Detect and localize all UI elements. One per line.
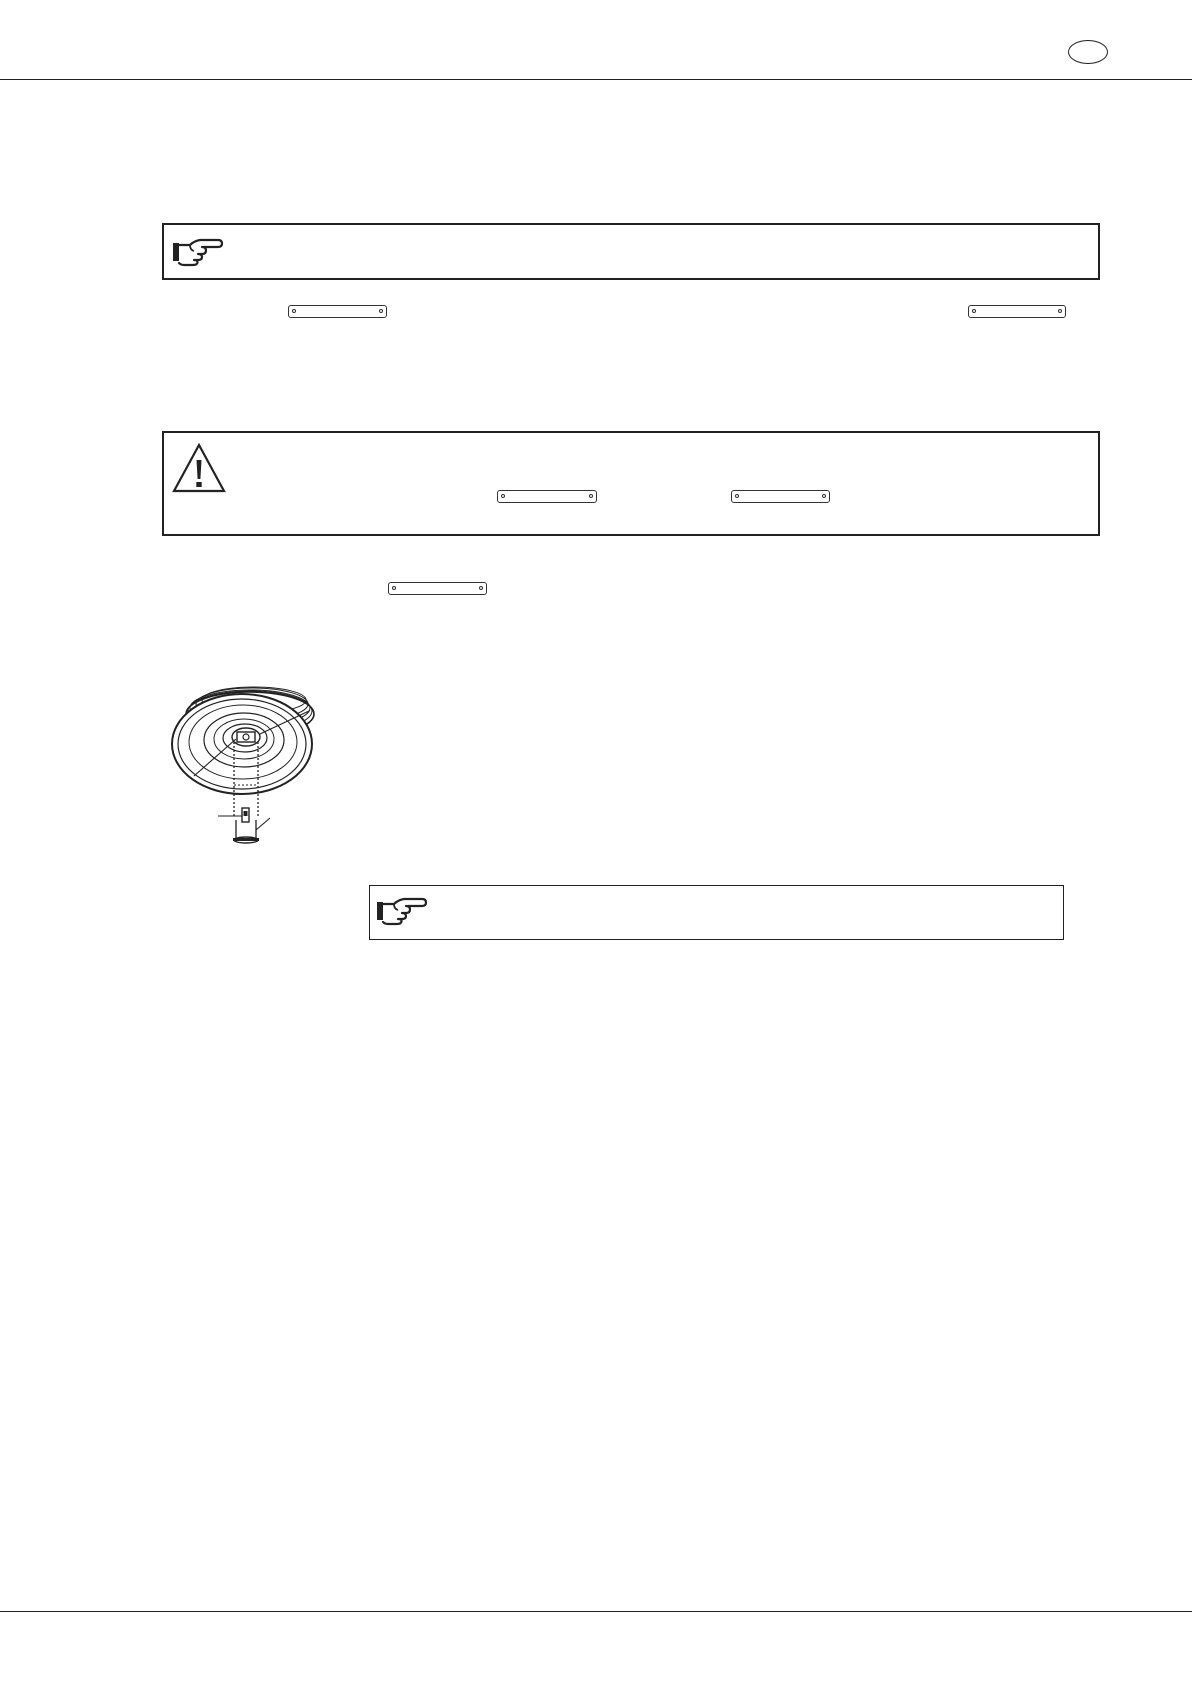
plate-2 (968, 305, 1066, 318)
pointing-hand-icon (172, 237, 224, 267)
warning-triangle-icon (172, 443, 226, 493)
note-box-bottom (369, 885, 1064, 940)
language-indicator (1068, 40, 1108, 64)
plate-5 (388, 582, 487, 595)
plate-4 (731, 490, 830, 503)
wheel-on-shaft-illustration (170, 680, 330, 850)
warning-box (162, 431, 1100, 536)
header-rule (0, 79, 1192, 80)
pointing-hand-icon (376, 896, 428, 926)
note-box-top (162, 223, 1100, 280)
footer-rule (0, 1611, 1192, 1612)
plate-3 (497, 490, 597, 503)
plate-1 (288, 305, 387, 318)
